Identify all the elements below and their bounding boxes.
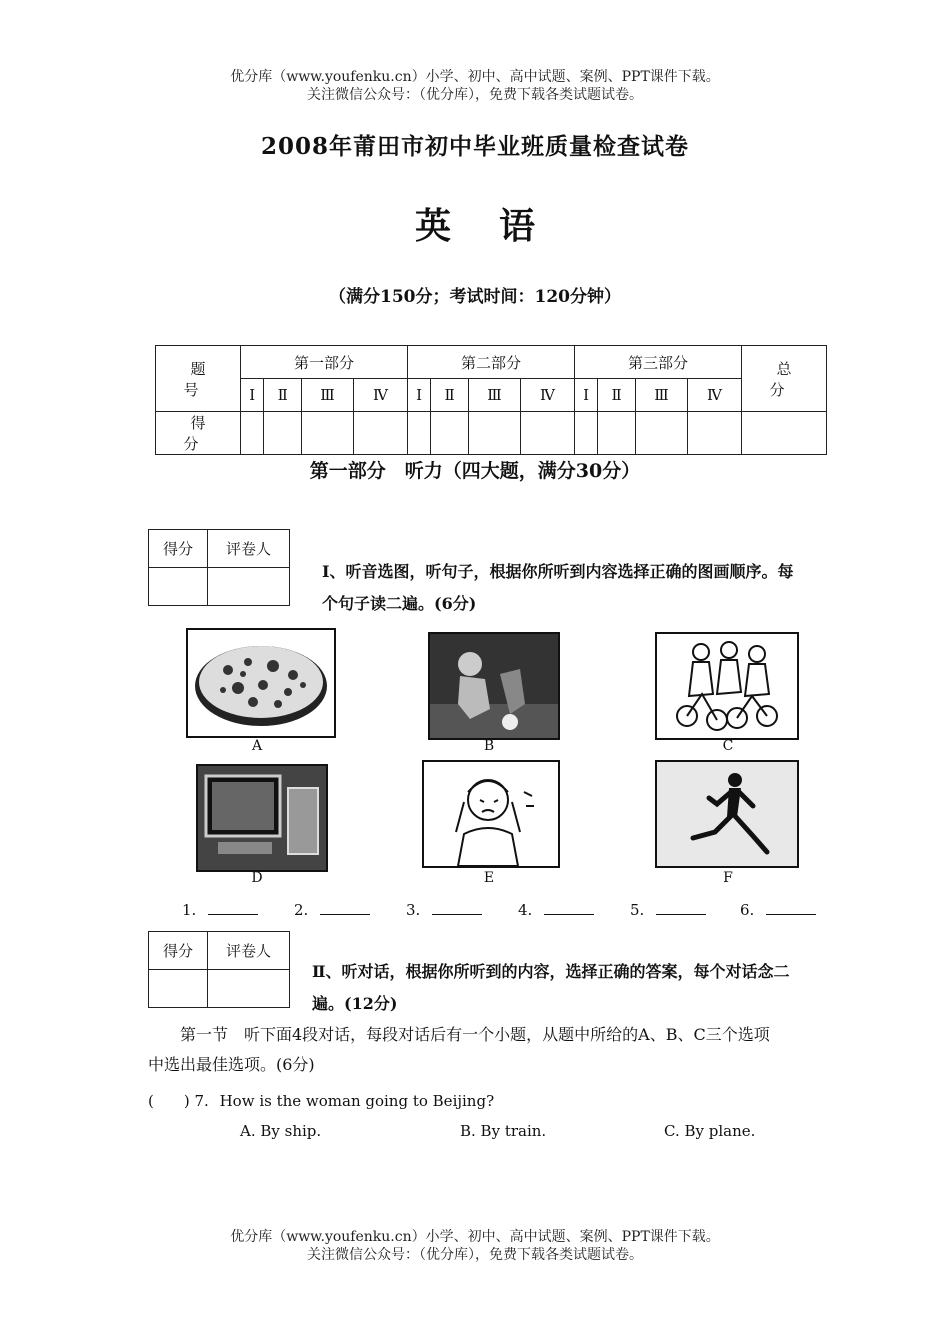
picture-label-a: A (251, 738, 263, 754)
total-score-cell[interactable] (742, 412, 827, 455)
numeral-cell: Ⅲ (635, 379, 687, 412)
option-c[interactable]: C. By plane. (664, 1122, 756, 1140)
numeral-cell: Ⅰ (407, 379, 430, 412)
answer-blank-3[interactable] (406, 900, 482, 919)
numeral-cell: Ⅳ (354, 379, 408, 412)
site-footer-line1: 优分库（www.youfenku.cn）小学、初中、高中试题、案例、PPT课件下载。 (230, 1229, 720, 1245)
score-cell[interactable] (468, 412, 520, 455)
part-header-2: 第二部分 (407, 346, 574, 379)
score-table (155, 345, 827, 455)
option-a[interactable]: A. By ship. (240, 1122, 322, 1140)
answer-blank-2[interactable] (294, 900, 370, 919)
picture-c (655, 632, 799, 740)
blank-number: 6. (740, 901, 755, 919)
score-cell[interactable] (687, 412, 741, 455)
score-cell[interactable] (302, 412, 354, 455)
score-cell[interactable] (241, 412, 264, 455)
answer-blank-5[interactable] (630, 900, 706, 919)
grader-box-1 (148, 529, 290, 606)
site-header-line1: 优分库（www.youfenku.cn）小学、初中、高中试题、案例、PPT课件下载。 (230, 69, 720, 85)
part-header-3: 第三部分 (574, 346, 741, 379)
picture-label-d: D (251, 870, 263, 886)
numeral-cell: Ⅲ (302, 379, 354, 412)
picture-e (422, 760, 560, 868)
computer-icon (198, 766, 326, 870)
blank-number: 3. (406, 901, 421, 919)
picture-d (196, 764, 328, 872)
numeral-cell: Ⅱ (598, 379, 636, 412)
exam-title: 2008年莆田市初中毕业班质量检查试卷 (260, 133, 689, 160)
grader-score-label: 得分 (149, 530, 208, 568)
answer-blank-4[interactable] (518, 900, 594, 919)
grader-reviewer-label: 评卷人 (208, 530, 290, 568)
picture-label-c: C (722, 738, 734, 754)
question-text: How is the woman going to Beijing? (219, 1092, 495, 1110)
site-header-line2: 关注微信公众号：（优分库），免费下载各类试题试卷。 (307, 87, 643, 103)
picture-label-e: E (483, 870, 495, 886)
score-cell[interactable] (264, 412, 302, 455)
subsection-line1: 第一节 听下面4段对话，每段对话后有一个小题，从题中所给的A、B、C三个选项 (180, 1025, 770, 1044)
numeral-cell: Ⅳ (687, 379, 741, 412)
exam-subject: 英语 (414, 205, 583, 247)
numeral-cell: Ⅱ (264, 379, 302, 412)
section1-instruction-line1: Ⅰ、听音选图，听句子，根据你所听到内容选择正确的图画顺序。每 (322, 562, 794, 581)
blank-number: 5. (630, 901, 645, 919)
numeral-cell: Ⅱ (431, 379, 469, 412)
site-footer-line2: 关注微信公众号：（优分库），免费下载各类试题试卷。 (307, 1247, 643, 1263)
picture-label-f: F (723, 870, 733, 886)
soccer-photo-icon (430, 634, 558, 738)
part-header-1: 第一部分 (241, 346, 408, 379)
option-b[interactable]: B. By train. (460, 1122, 547, 1140)
section1-instruction-line2: 个句子读二遍。(6分) (322, 594, 477, 613)
numeral-cell: Ⅳ (521, 379, 575, 412)
score-cell[interactable] (635, 412, 687, 455)
section2-instruction (312, 956, 837, 1020)
answer-blank-6[interactable] (740, 900, 816, 919)
subsection-instruction (148, 1020, 838, 1080)
numeral-cell: Ⅲ (468, 379, 520, 412)
question-7 (148, 1090, 494, 1111)
picture-label-b: B (483, 738, 495, 754)
score-cell[interactable] (407, 412, 430, 455)
section2-instruction-line2: 遍。(12分) (312, 994, 398, 1013)
section2-instruction-line1: Ⅱ、听对话，根据你所听到的内容，选择正确的答案，每个对话念二 (312, 962, 790, 981)
pizza-icon (188, 630, 334, 736)
score-cell[interactable] (574, 412, 597, 455)
grader-reviewer-cell[interactable] (208, 568, 290, 606)
picture-a (186, 628, 336, 738)
score-cell[interactable] (598, 412, 636, 455)
part1-title: 第一部分 听力（四大题，满分30分） (309, 460, 641, 482)
score-cell[interactable] (354, 412, 408, 455)
grader-reviewer-cell[interactable] (208, 970, 290, 1008)
score-cell[interactable] (431, 412, 469, 455)
grader-box-2 (148, 931, 290, 1008)
question-number: 7. (194, 1092, 209, 1110)
section1-instruction (322, 556, 837, 620)
answer-blank-1[interactable] (182, 900, 258, 919)
runner-icon (657, 762, 797, 866)
grader-score-cell[interactable] (149, 568, 208, 606)
row-label: 题 号 (156, 346, 241, 412)
grader-score-cell[interactable] (149, 970, 208, 1008)
picture-b (428, 632, 560, 740)
blank-number: 4. (518, 901, 533, 919)
picture-f (655, 760, 799, 868)
score-cell[interactable] (521, 412, 575, 455)
crying-girl-icon (424, 762, 558, 866)
subsection-line2: 中选出最佳选项。(6分) (148, 1055, 315, 1074)
grader-score-label: 得分 (149, 932, 208, 970)
cyclists-icon (657, 634, 797, 738)
total-label: 总 分 (742, 346, 827, 412)
exam-note: （满分150分；考试时间：120分钟） (329, 287, 621, 307)
numeral-cell: Ⅰ (574, 379, 597, 412)
numeral-cell: Ⅰ (241, 379, 264, 412)
answer-paren[interactable]: ( ) (148, 1092, 190, 1110)
grader-reviewer-label: 评卷人 (208, 932, 290, 970)
score-label: 得 分 (156, 412, 241, 455)
blank-number: 2. (294, 901, 309, 919)
blank-number: 1. (182, 901, 197, 919)
